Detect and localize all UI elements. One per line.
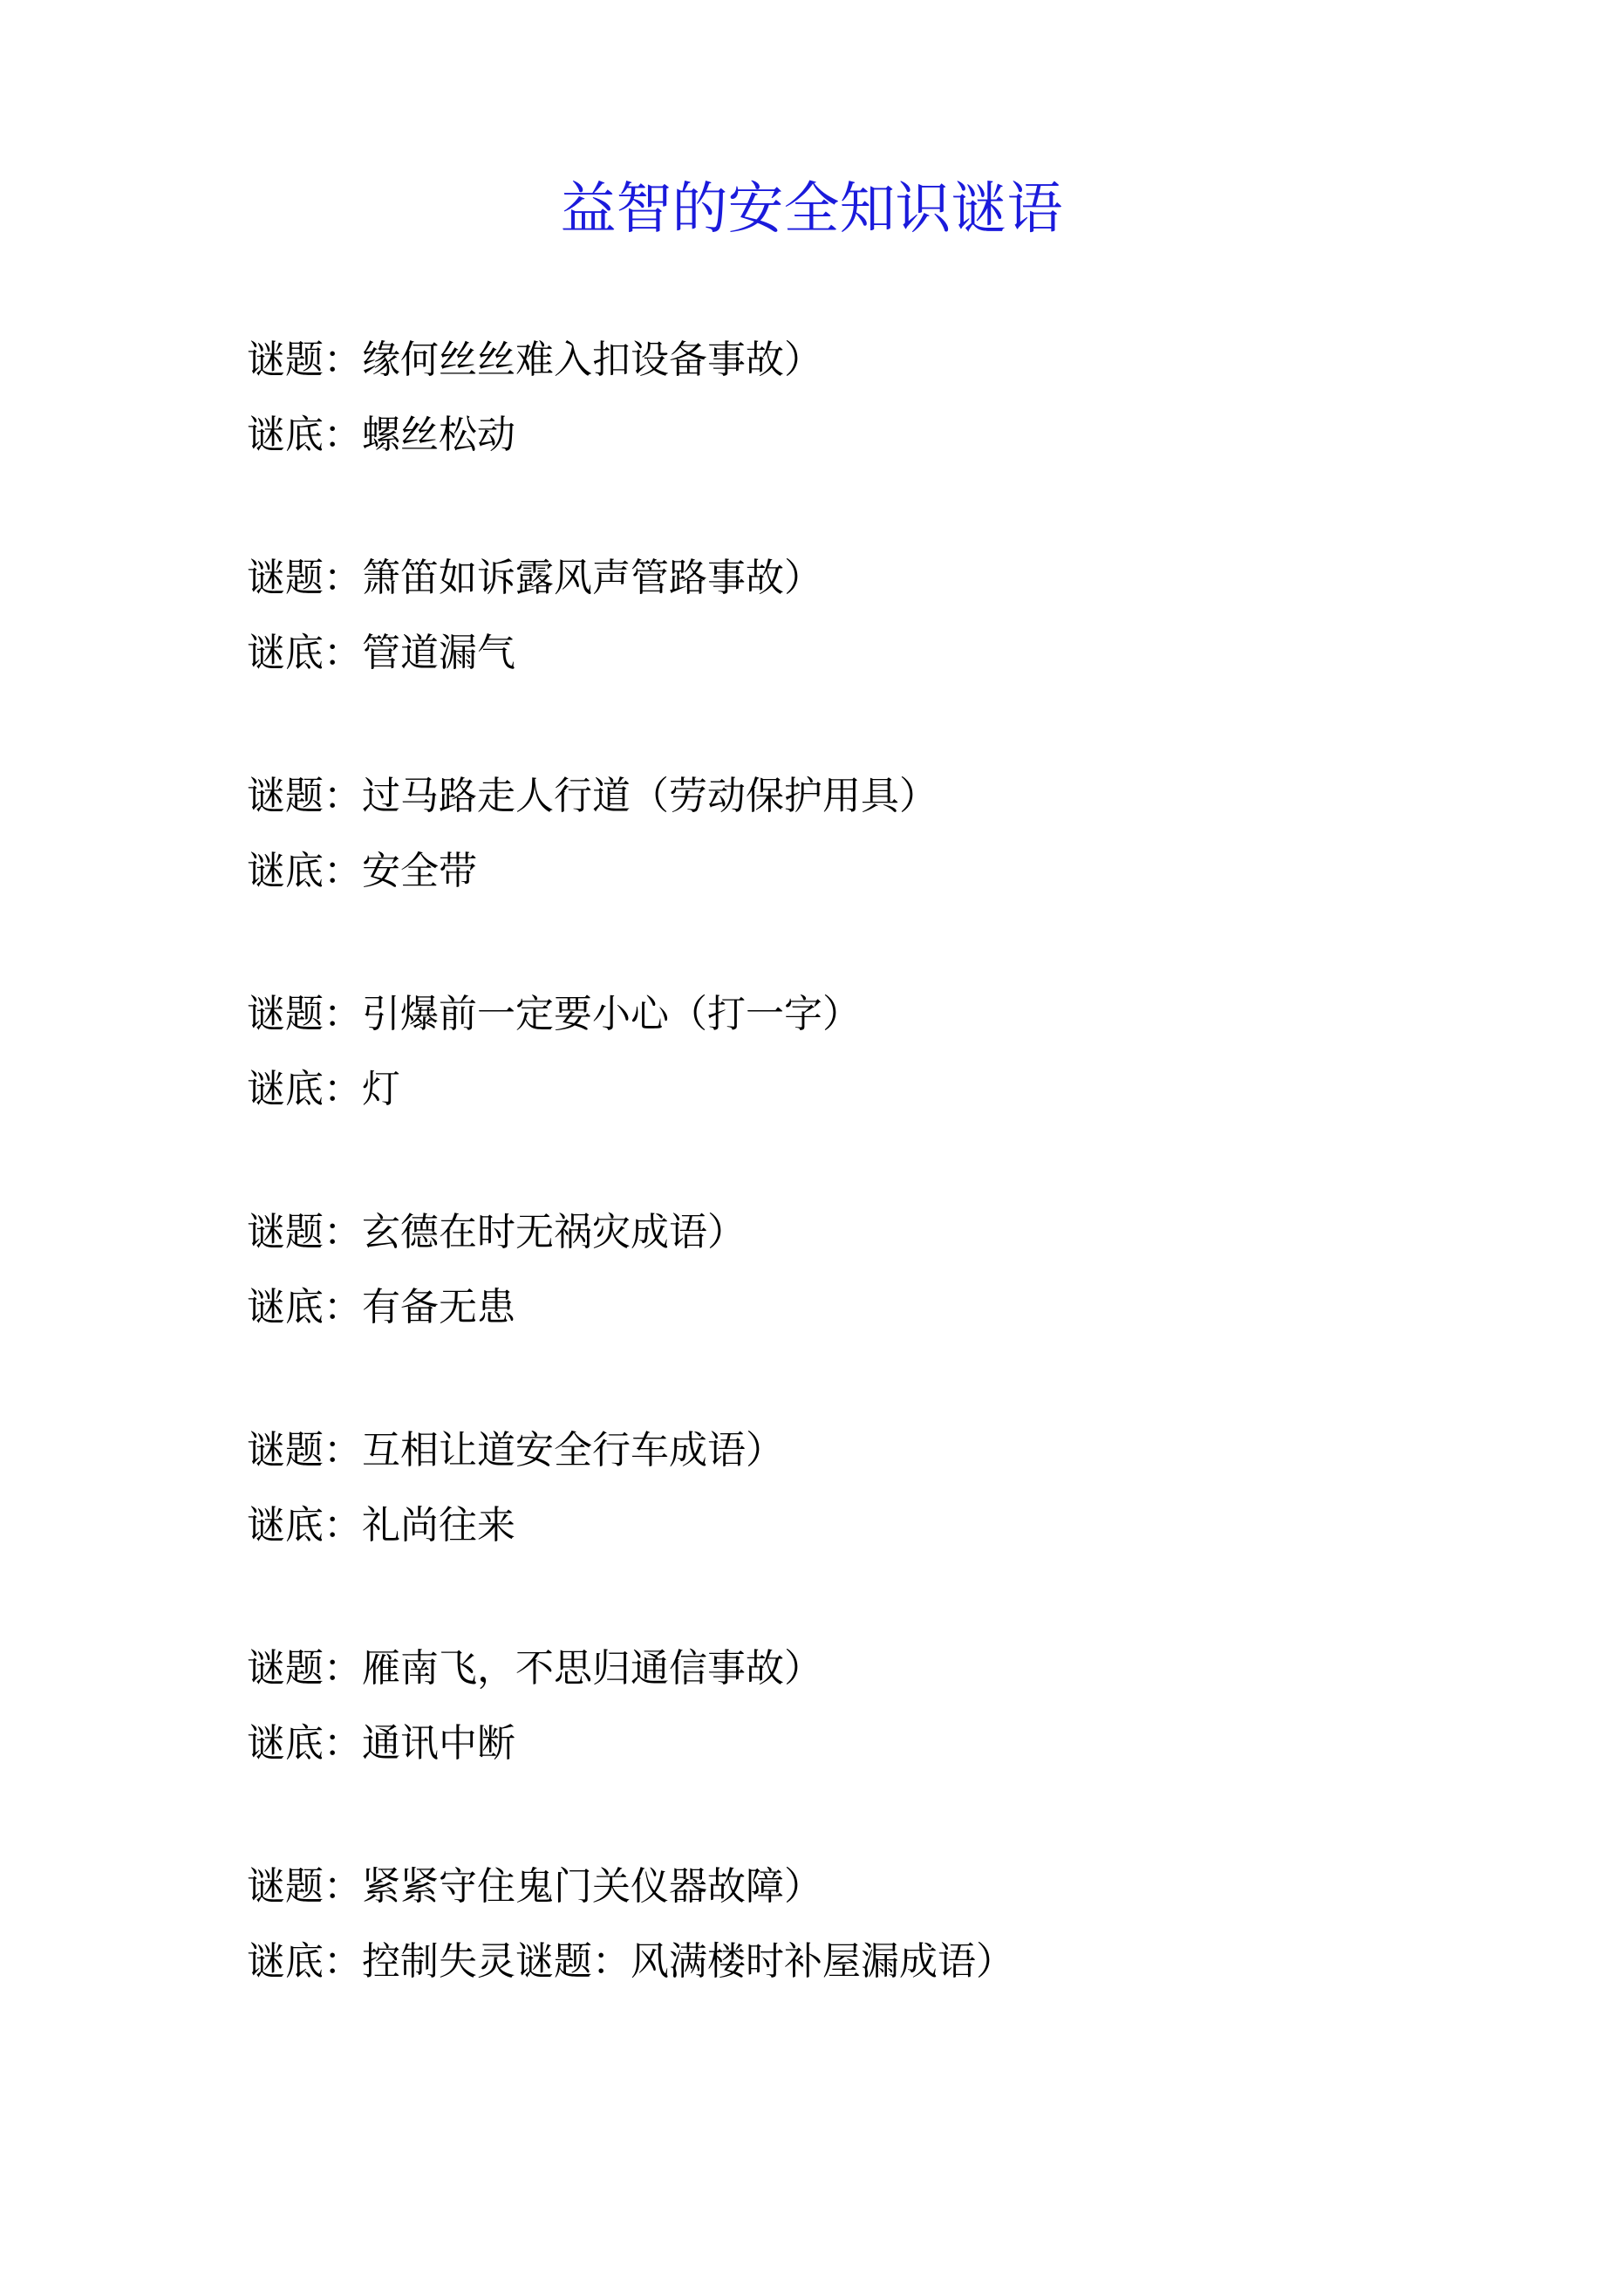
riddle-answer: 谜底：控制失灵谜题：风满楼时补屋漏成语） <box>247 1939 1014 1984</box>
riddle-answer: 谜底：管道漏气 <box>247 631 515 675</box>
riddle-question: 谜题：紧紧守住鬼门关仪器故障） <box>247 1864 822 1909</box>
riddle-answer: 谜底：安全带 <box>247 849 477 893</box>
riddle-question: 谜题：引爆前一定要小心（打一字） <box>247 992 861 1036</box>
riddle-question: 谜题：玄德在时无祸灾成语） <box>247 1210 746 1254</box>
document-title: 益智的安全知识谜语 <box>560 177 1063 242</box>
riddle-item <box>247 323 1555 473</box>
riddle-answer: 谜底：通讯中断 <box>247 1721 515 1766</box>
riddle-question: 谜题：缘何丝丝难入扣设备事故） <box>247 338 822 382</box>
riddle-item <box>247 1195 1555 1345</box>
riddle-answer: 谜底：有备无患 <box>247 1285 515 1329</box>
riddle-question: 谜题：雁南飞，不思归通信事故） <box>247 1646 822 1691</box>
riddle-question: 谜题：箫笛如诉露风声管路事故） <box>247 556 822 600</box>
riddle-item <box>247 1849 1555 1999</box>
riddle-list <box>247 323 1555 2067</box>
riddle-item <box>247 759 1555 909</box>
riddle-item <box>247 541 1555 691</box>
riddle-answer: 谜底：螺丝松动 <box>247 413 515 457</box>
riddle-item <box>247 1413 1555 1563</box>
riddle-answer: 谜底：灯 <box>247 1067 400 1111</box>
riddle-item <box>247 977 1555 1127</box>
riddle-item <box>247 1631 1555 1781</box>
riddle-answer: 谜底：礼尚往来 <box>247 1503 515 1548</box>
riddle-question: 谜题：互相让道安全行车成语） <box>247 1428 784 1473</box>
riddle-question: 谜题：过马路走人行道（劳动保护用具） <box>247 774 938 818</box>
